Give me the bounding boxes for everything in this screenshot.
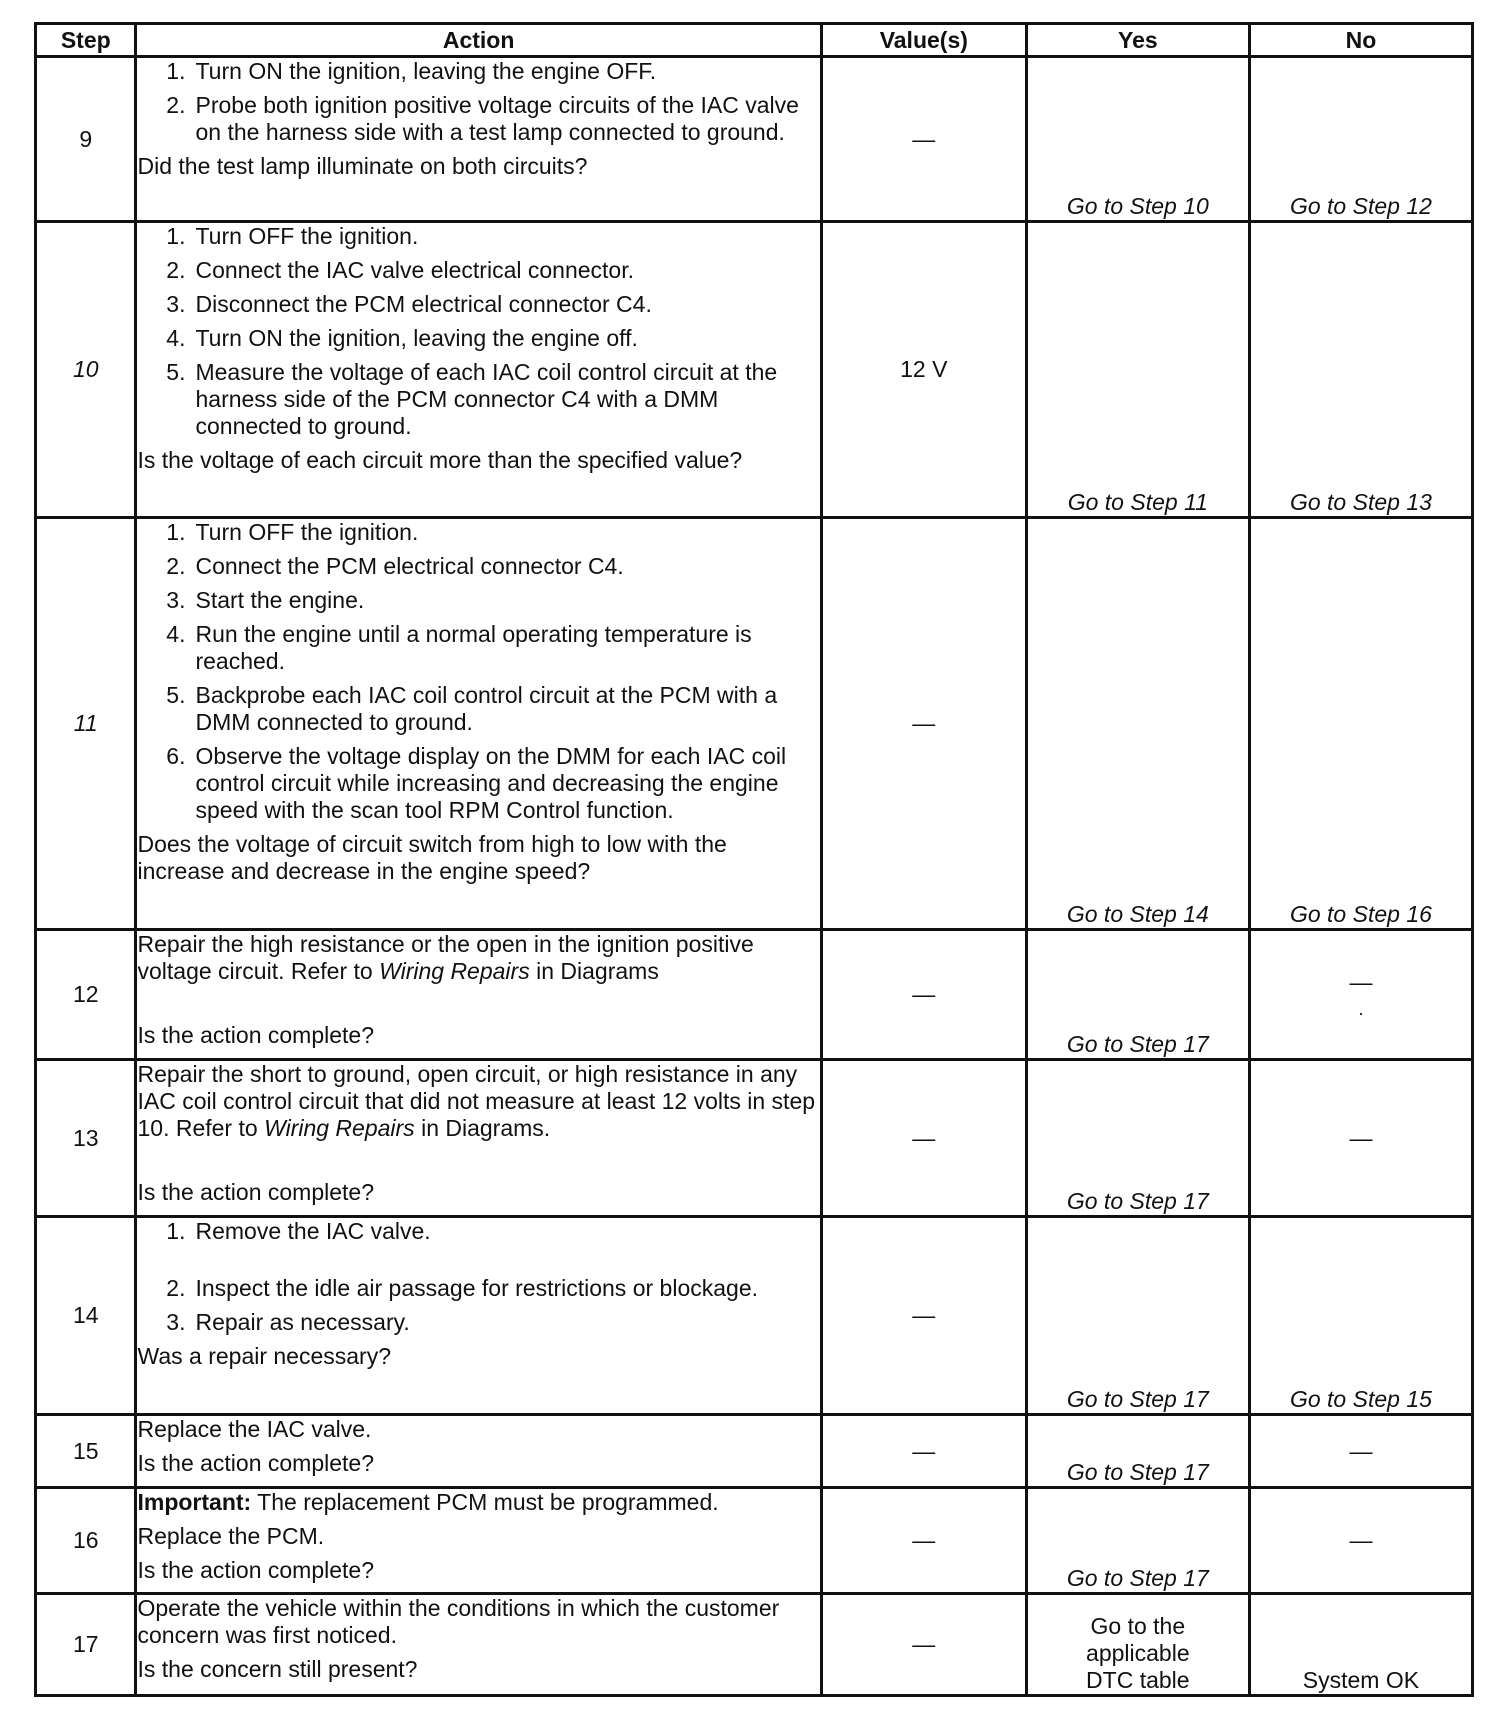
yes-cell: Go to Step 17 [1026,930,1249,1060]
value-cell: — [821,57,1026,222]
list-item: 6. Observe the voltage display on the DMM for each IAC coil control circuit while increasing and decreasing the engine speed with the scan tool RPM Control function. [166,743,787,823]
action-cell [136,1488,821,1594]
yes-cell: Go to Step 10 [1026,57,1249,222]
header-row [36,24,1473,57]
header-no: No [1249,24,1472,57]
action-question: Is the action complete? [137,1022,375,1048]
diagnostic-procedure-table [34,22,1474,1697]
table-row-step-15 [36,1415,1473,1488]
step-number: 12 [36,930,136,1060]
action-question: Is the concern still present? [137,1656,418,1682]
list-item: 3. Repair as necessary. [166,1309,410,1335]
no-cell: — [1249,1415,1472,1488]
header-action: Action [136,24,821,57]
value-cell: — [821,930,1026,1060]
list-item: 3. Disconnect the PCM electrical connector C4. [166,291,652,317]
action-cell [136,222,821,518]
action-text: Replace the IAC valve. [137,1416,372,1442]
value-cell: — [821,1415,1026,1488]
list-item: 2. Connect the PCM electrical connector C4. [166,553,624,579]
list-item: 5. Backprobe each IAC coil control circuit at the PCM with a DMM connected to ground. [166,682,778,735]
step-number: 14 [36,1217,136,1415]
action-cell [136,1217,821,1415]
list-item: 3. Start the engine. [166,587,365,613]
action-question: Did the test lamp illuminate on both circuits? [137,153,588,179]
no-cell: — · [1249,930,1472,1060]
step-number: 15 [36,1415,136,1488]
table-row-step-10 [36,222,1473,518]
yes-cell: Go to Step 17 [1026,1217,1249,1415]
action-question: Was a repair necessary? [137,1343,392,1369]
action-cell [136,930,821,1060]
table-row-step-14 [36,1217,1473,1415]
action-text: Replace the PCM. [137,1523,325,1549]
action-question: Is the action complete? [137,1450,375,1476]
no-cell: System OK [1249,1594,1472,1696]
important-note: Important: The replacement PCM must be programmed. [137,1489,719,1515]
list-item: 2. Probe both ignition positive voltage circuits of the IAC valve on the harness side with a test lamp connected to ground. [166,92,799,145]
action-text: Repair the high resistance or the open in the ignition positive voltage circuit. Refer to Wiring Repairs in Diagrams [137,931,754,984]
value-cell: 12 V [821,222,1026,518]
value-cell: — [821,1488,1026,1594]
table-row-step-16 [36,1488,1473,1594]
no-cell: — [1249,1060,1472,1217]
step-number: 16 [36,1488,136,1594]
important-label: Important: [137,1489,252,1515]
no-cell: Go to Step 13 [1249,222,1472,518]
list-item: 1. Remove the IAC valve. [166,1218,431,1244]
table-row-step-12 [36,930,1473,1060]
wiring-repairs-reference: Wiring Repairs [379,958,530,984]
no-cell: — [1249,1488,1472,1594]
step-number: 11 [36,518,136,930]
list-item: 2. Connect the IAC valve electrical connector. [166,257,634,283]
value-cell: — [821,1594,1026,1696]
yes-cell: Go to the applicable DTC table [1026,1594,1249,1696]
list-item: 1. Turn OFF the ignition. [166,519,419,545]
list-item: 2. Inspect the idle air passage for restrictions or blockage. [166,1275,758,1301]
step-number: 10 [36,222,136,518]
action-text: Operate the vehicle within the conditions in which the customer concern was first noticed. [137,1595,780,1648]
yes-cell: Go to Step 17 [1026,1415,1249,1488]
action-question: Is the voltage of each circuit more than the specified value? [137,447,743,473]
wiring-repairs-reference: Wiring Repairs [264,1115,415,1141]
no-cell: Go to Step 12 [1249,57,1472,222]
value-cell: — [821,518,1026,930]
value-cell: — [821,1217,1026,1415]
stray-mark: · [1357,1003,1364,1023]
table-row-step-13 [36,1060,1473,1217]
list-item: 1. Turn OFF the ignition. [166,223,419,249]
yes-cell: Go to Step 11 [1026,222,1249,518]
action-text: Repair the short to ground, open circuit, or high resistance in any IAC coil control circuit that did not measure at least 12 volts in step 10. Refer to Wiring Repairs in Diagrams. [137,1061,816,1141]
action-question: Does the voltage of circuit switch from high to low with the increase and decrease in the engine speed? [137,831,727,884]
action-cell [136,1060,821,1217]
table-row-step-11 [36,518,1473,930]
action-cell [136,1594,821,1696]
value-cell: — [821,1060,1026,1217]
list-item: 1. Turn ON the ignition, leaving the engine OFF. [166,58,657,84]
step-number: 17 [36,1594,136,1696]
list-item: 4. Turn ON the ignition, leaving the engine off. [166,325,638,351]
action-question: Is the action complete? [137,1179,375,1205]
no-cell: Go to Step 16 [1249,518,1472,930]
action-cell [136,1415,821,1488]
no-cell: Go to Step 15 [1249,1217,1472,1415]
diagnostic-table-container [34,22,1474,1697]
header-values: Value(s) [821,24,1026,57]
header-step: Step [36,24,136,57]
yes-cell: Go to Step 17 [1026,1488,1249,1594]
list-item: 4. Run the engine until a normal operating temperature is reached. [166,621,752,674]
table-row-step-9 [36,57,1473,222]
table-row-step-17 [36,1594,1473,1696]
action-cell [136,518,821,930]
header-yes: Yes [1026,24,1249,57]
step-number: 13 [36,1060,136,1217]
yes-cell: Go to Step 14 [1026,518,1249,930]
action-question: Is the action complete? [137,1557,375,1583]
action-cell [136,57,821,222]
step-number: 9 [36,57,136,222]
yes-cell: Go to Step 17 [1026,1060,1249,1217]
list-item: 5. Measure the voltage of each IAC coil control circuit at the harness side of the PCM connector C4 with a DMM connected to ground. [166,359,778,439]
